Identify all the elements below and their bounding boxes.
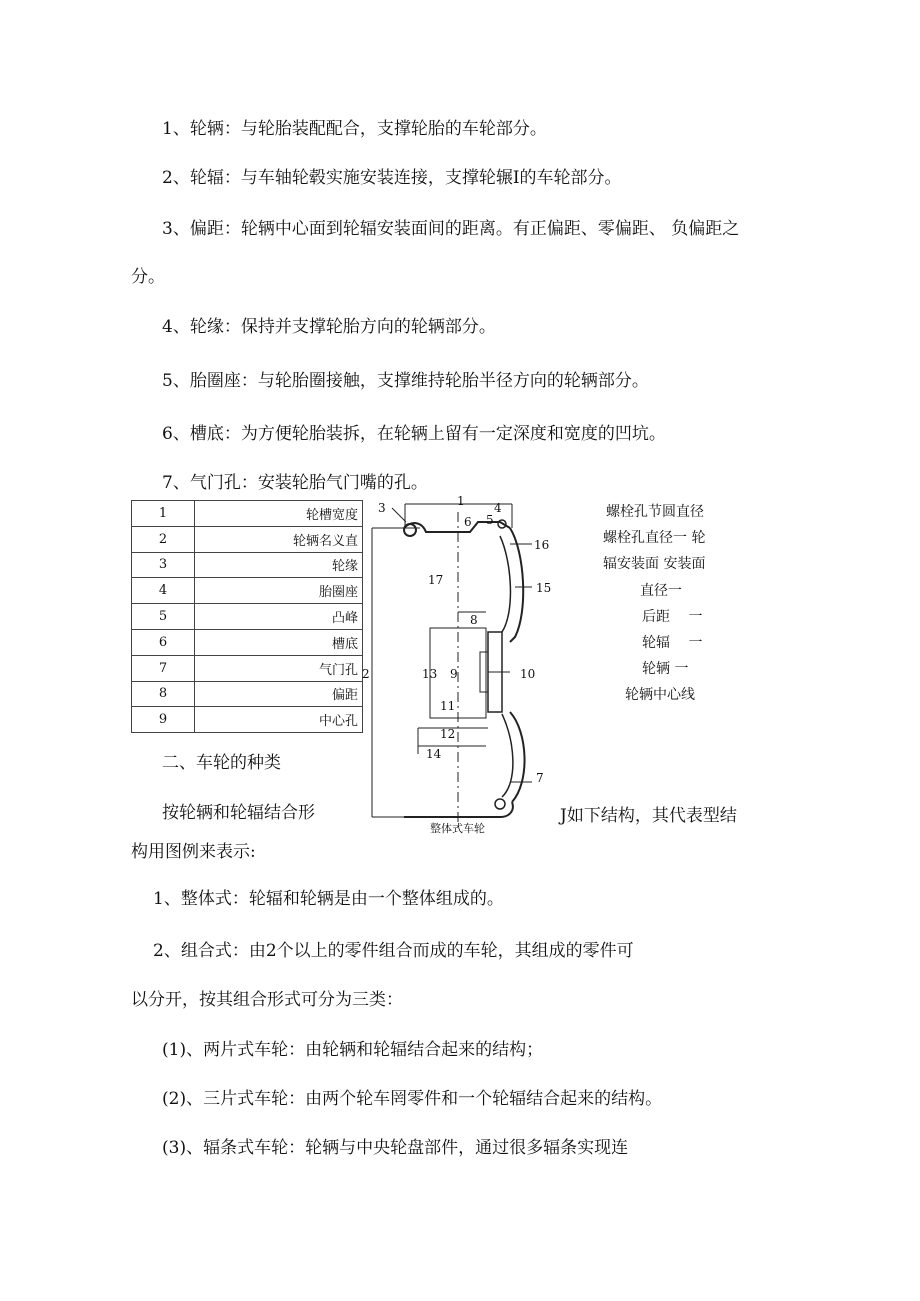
table-row: [132, 526, 363, 552]
table-cell-label: 轮槽宽度: [195, 501, 363, 527]
right-label: 轮辆中心线: [625, 687, 695, 703]
diagram-number-13: 13: [422, 667, 438, 681]
diagram-number-6: 6: [464, 515, 472, 529]
table-cell-label: 轮辆名义直: [195, 526, 363, 552]
section-text: J如下结构，其代表型结: [560, 806, 737, 826]
table-cell-num: 2: [132, 526, 195, 552]
section-text: 构用图例来表示:: [131, 842, 256, 862]
diagram-number-5: 5: [486, 513, 494, 527]
diagram-number-12: 12: [440, 727, 456, 741]
table-cell-label: 轮缘: [195, 552, 363, 578]
list-item: (3)、辐条式车轮：轮辆与中央轮盘部件，通过很多辐条实现连: [162, 1138, 629, 1158]
table-cell-label: 偏距: [195, 681, 363, 707]
table-cell-num: 8: [132, 681, 195, 707]
diagram-number-15: 15: [536, 581, 552, 595]
list-item: (1)、两片式车轮：由轮辆和轮辐结合起来的结构；: [162, 1040, 544, 1060]
table-row: [132, 501, 363, 527]
list-item: 2、组合式：由2个以上的零件组合而成的车轮，其组成的零件可: [153, 941, 634, 961]
diagram-number-3: 3: [378, 501, 386, 515]
diagram-number-1: 1: [457, 494, 465, 508]
legend-table: [131, 500, 363, 733]
diagram-number-16: 16: [534, 538, 550, 552]
diagram-number-7: 7: [536, 771, 544, 785]
diagram-number-8: 8: [470, 613, 478, 627]
table-row: [132, 552, 363, 578]
diagram-number-2: 2: [362, 667, 370, 681]
wheel-cross-section-diagram: [360, 492, 575, 840]
table-row: [132, 629, 363, 655]
table-cell-label: 凸峰: [195, 604, 363, 630]
diagram-caption: 整体式车轮: [430, 822, 485, 835]
table-row: [132, 681, 363, 707]
table-cell-label: 气门孔: [195, 655, 363, 681]
table-cell-num: 4: [132, 578, 195, 604]
right-label: 螺栓孔直径一 轮: [603, 530, 706, 546]
table-cell-label: 胎圈座: [195, 578, 363, 604]
right-label: 辐安装面 安装面: [603, 556, 706, 572]
table-cell-num: 3: [132, 552, 195, 578]
table-row: [132, 655, 363, 681]
table-row: [132, 578, 363, 604]
table-row: [132, 707, 363, 733]
right-label: 后距 一: [642, 609, 703, 625]
diagram-number-4: 4: [494, 501, 502, 515]
right-label: 轮辐 一: [642, 635, 703, 651]
diagram-number-10: 10: [520, 667, 536, 681]
right-label: 螺栓孔节圆直径: [606, 504, 704, 520]
diagram-number-9: 9: [450, 667, 458, 681]
list-item: (2)、三片式车轮：由两个轮车罔零件和一个轮辐结合起来的结构。: [162, 1089, 663, 1109]
definition-6: 6、槽底：为方便轮胎装拆，在轮辆上留有一定深度和宽度的凹坑。: [162, 424, 666, 444]
diagram-number-11: 11: [440, 699, 456, 713]
definition-3-continued: 分。: [131, 267, 165, 287]
definition-1: 1、轮辆：与轮胎装配配合，支撑轮胎的车轮部分。: [162, 119, 547, 139]
table-cell-num: 5: [132, 604, 195, 630]
definition-2: 2、轮辐：与车轴轮毂实施安装连接，支撑轮辗I的车轮部分。: [162, 168, 622, 188]
section-text: 按轮辆和轮辐结合形: [162, 803, 315, 823]
definition-3: 3、偏距：轮辆中心面到轮辐安装面间的距离。有正偏距、零偏距、 负偏距之: [162, 219, 740, 239]
definition-7: 7、气门孔：安装轮胎气门嘴的孔。: [162, 473, 428, 493]
right-label: 直径一: [640, 583, 682, 599]
table-cell-num: 7: [132, 655, 195, 681]
table-cell-num: 1: [132, 501, 195, 527]
diagram-number-14: 14: [426, 747, 442, 761]
list-item: 1、整体式：轮辐和轮辆是由一个整体组成的。: [153, 889, 504, 909]
diagram-number-17: 17: [428, 573, 444, 587]
definition-5: 5、胎圈座：与轮胎圈接触，支撑维持轮胎半径方向的轮辆部分。: [162, 371, 649, 391]
table-cell-num: 9: [132, 707, 195, 733]
table-cell-label: 中心孔: [195, 707, 363, 733]
table-row: [132, 604, 363, 630]
right-label: 轮辆 一: [642, 661, 689, 677]
table-cell-num: 6: [132, 629, 195, 655]
list-item: 以分开，按其组合形式可分为三类：: [131, 990, 403, 1010]
definition-4: 4、轮缘：保持并支撑轮胎方向的轮辆部分。: [162, 317, 496, 337]
section-heading: 二、车轮的种类: [162, 753, 281, 773]
table-cell-label: 槽底: [195, 629, 363, 655]
